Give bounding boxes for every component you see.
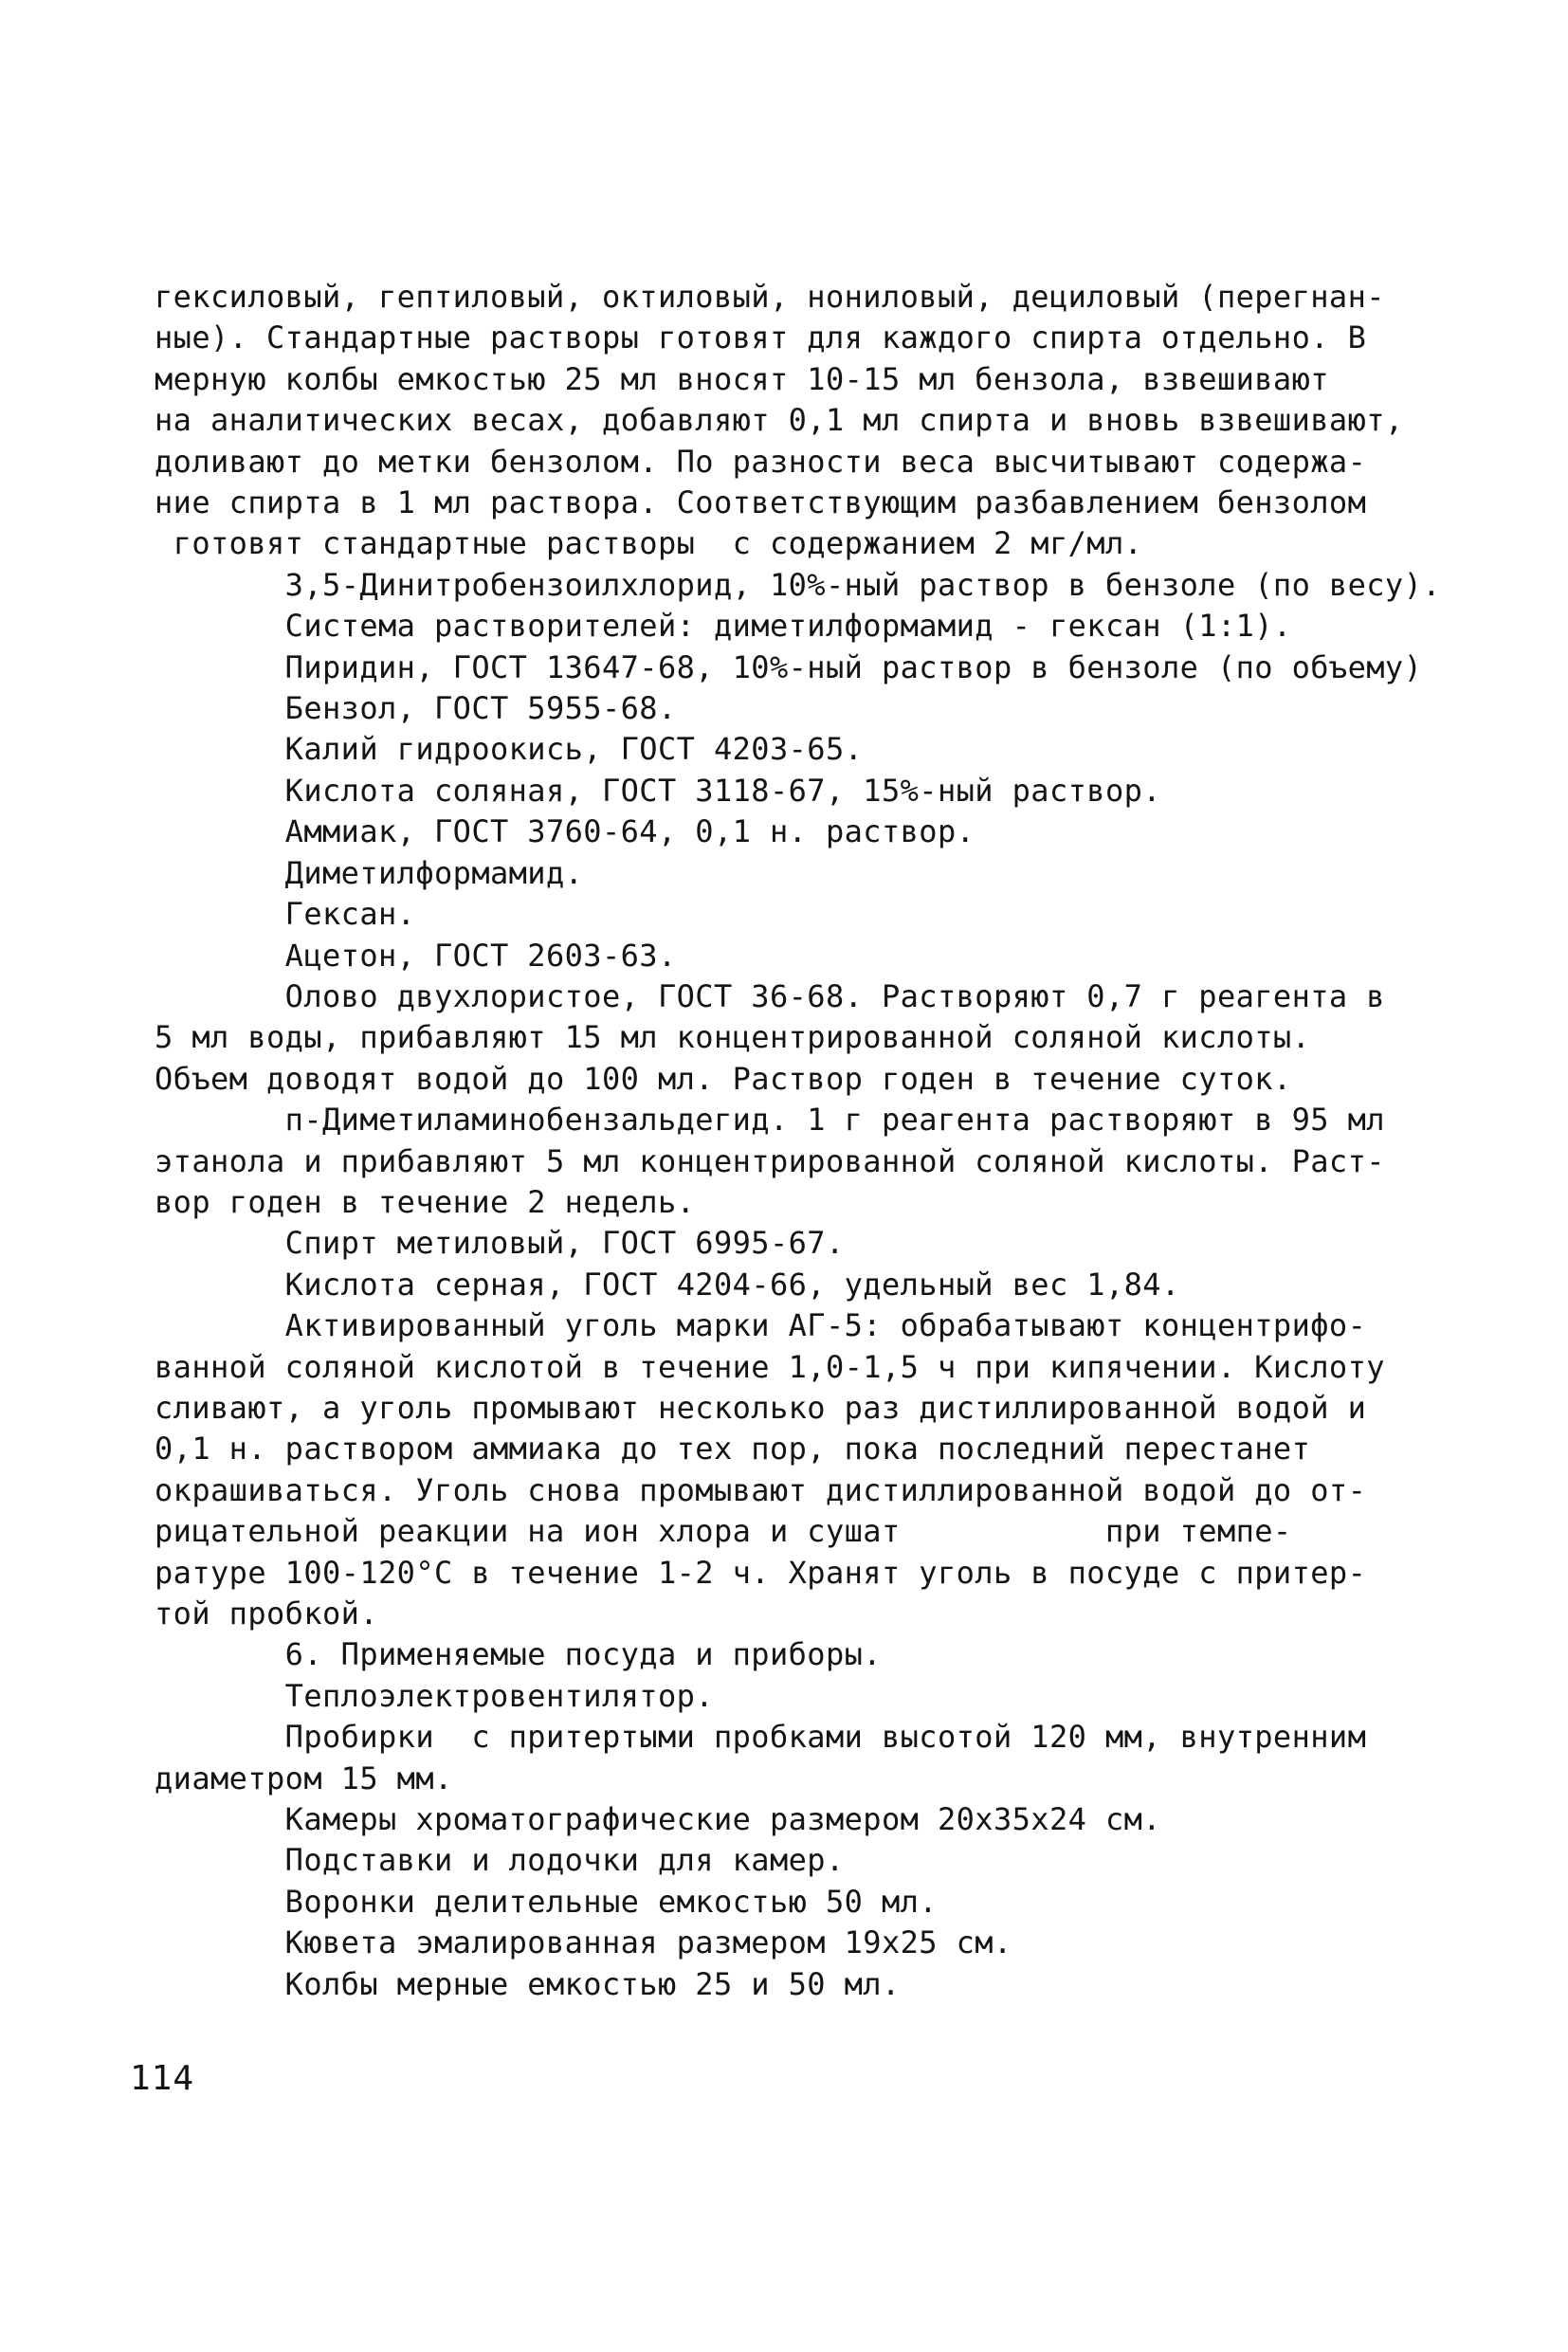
text-line: Пробирки с притертыми пробками высотой 120 мм, внутренним <box>155 1719 1367 1756</box>
text-line: этанола и прибавляют 5 мл концентрированной соляной кислоты. Раст- <box>155 1142 1385 1179</box>
text-line: Теплоэлектровентилятор. <box>155 1677 714 1714</box>
text-line: Активированный уголь марки АГ-5: обрабатывают концентрифо- <box>155 1307 1367 1344</box>
text-line: диаметром 15 мм. <box>155 1759 453 1796</box>
text-line: готовят стандартные растворы с содержанием 2 мг/мл. <box>155 525 1143 562</box>
text-line: Кювета эмалированная размером 19х25 см. <box>155 1924 1012 1961</box>
text-line: 0,1 н. раствором аммиака до тех пор, пока последний перестанет <box>155 1431 1311 1468</box>
text-line: окрашиваться. Уголь снова промывают дистиллированной водой до от- <box>155 1471 1367 1508</box>
text-line: Колбы мерные емкостью 25 и 50 мл. <box>155 1965 901 2002</box>
text-line: Олово двухлористое, ГОСТ 36-68. Растворяют 0,7 г реагента в <box>155 977 1385 1014</box>
text-line: Воронки делительные емкостью 50 мл. <box>155 1883 938 1920</box>
text-line: Ацетон, ГОСТ 2603-63. <box>155 937 677 974</box>
text-line: Кислота серная, ГОСТ 4204-66, удельный вес 1,84. <box>155 1266 1180 1303</box>
text-line: ние спирта в 1 мл раствора. Соответствующим разбавлением бензолом <box>155 484 1367 521</box>
text-line: Бензол, ГОСТ 5955-68. <box>155 690 677 727</box>
text-line: Объем доводят водой до 100 мл. Раствор годен в течение суток. <box>155 1060 1292 1097</box>
text-line: 3,5-Динитробензоилхлорид, 10%-ный раствор в бензоле (по весу). <box>155 566 1441 603</box>
text-line: рицательной реакции на ион хлора и сушат при темпе- <box>155 1513 1292 1550</box>
text-line: Аммиак, ГОСТ 3760-64, 0,1 н. раствор. <box>155 813 975 850</box>
text-line: п-Диметиламинобензальдегид. 1 г реагента растворяют в 95 мл <box>155 1102 1385 1139</box>
text-line: Система растворителей: диметилформамид - гексан (1:1). <box>155 608 1292 645</box>
text-line: той пробкой. <box>155 1595 378 1632</box>
text-line: Калий гидроокись, ГОСТ 4203-65. <box>155 731 864 768</box>
text-line: Гексан. <box>155 896 416 933</box>
text-line: Диметилформамид. <box>155 854 584 891</box>
text-line: вор годен в течение 2 недель. <box>155 1183 696 1220</box>
text-line: Спирт метиловый, ГОСТ 6995-67. <box>155 1225 845 1262</box>
text-line: Пиридин, ГОСТ 13647-68, 10%-ный раствор в бензоле (по объему) <box>155 648 1423 685</box>
page-number: 114 <box>130 2059 195 2098</box>
text-line: сливают, а уголь промывают несколько раз дистиллированной водой и <box>155 1389 1367 1426</box>
text-line: доливают до метки бензолом. По разности веса высчитывают содержа- <box>155 443 1367 480</box>
text-line: 6. Применяемые посуда и приборы. <box>155 1636 882 1673</box>
text-line: гексиловый, гептиловый, октиловый, нониловый, дециловый (перегнан- <box>155 279 1385 315</box>
text-line: Кислота соляная, ГОСТ 3118-67, 15%-ный раствор. <box>155 772 1161 809</box>
text-line: на аналитических весах, добавляют 0,1 мл спирта и вновь взвешивают, <box>155 402 1404 439</box>
text-line: 5 мл воды, прибавляют 15 мл концентрированной соляной кислоты. <box>155 1019 1311 1056</box>
text-line: ные). Стандартные растворы готовят для каждого спирта отдельно. В <box>155 319 1367 356</box>
body-text <box>155 277 1444 2005</box>
text-line: ванной соляной кислотой в течение 1,0-1,5 ч при кипячении. Кислоту <box>155 1348 1385 1385</box>
text-line: мерную колбы емкостью 25 мл вносят 10-15 мл бензола, взвешивают <box>155 360 1329 397</box>
text-line: ратуре 100-120°С в течение 1-2 ч. Хранят уголь в посуде с притер- <box>155 1554 1367 1591</box>
text-line: Подставки и лодочки для камер. <box>155 1842 845 1879</box>
text-line: Камеры хроматографические размером 20х35х24 см. <box>155 1801 1161 1838</box>
